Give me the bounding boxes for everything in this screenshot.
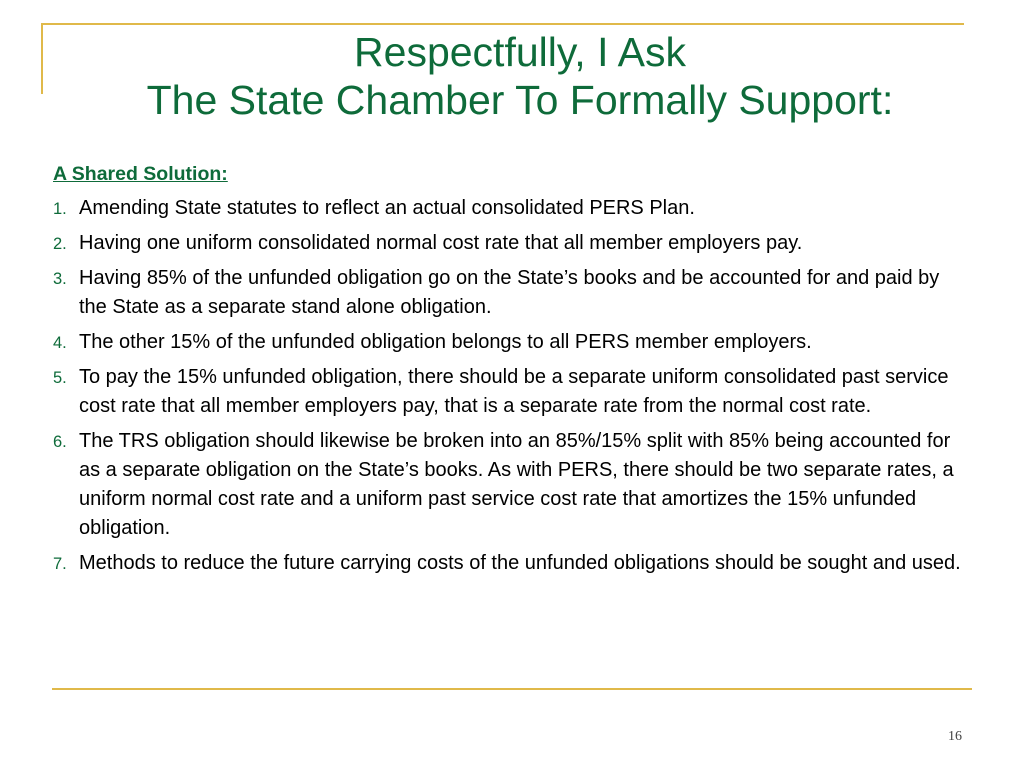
list-item-text: Having one uniform consolidated normal cost rate that all member employers pay. <box>79 232 803 254</box>
list-item-number: 1. <box>53 200 67 218</box>
list-item-number: 6. <box>53 433 67 451</box>
list-item <box>53 427 968 543</box>
list-item-text: To pay the 15% unfunded obligation, there should be a separate uniform consolidated past service cost rate that all member employers pay, that is a separate rate from the normal cost rate. <box>79 366 949 417</box>
list-item <box>53 549 968 578</box>
bottom-accent-line <box>52 688 972 690</box>
list-item <box>53 264 968 322</box>
list-item <box>53 328 968 357</box>
slide-body <box>53 160 968 584</box>
title-line-2: The State Chamber To Formally Support: <box>146 77 894 123</box>
numbered-list <box>53 194 968 578</box>
list-item-number: 5. <box>53 369 67 387</box>
list-item-text: The other 15% of the unfunded obligation belongs to all PERS member employers. <box>79 331 812 353</box>
left-accent-line <box>41 23 43 94</box>
top-accent-line <box>41 23 964 25</box>
list-item-number: 3. <box>53 270 67 288</box>
list-item-number: 2. <box>53 235 67 253</box>
list-item-number: 7. <box>53 555 67 573</box>
list-item <box>53 363 968 421</box>
list-item-number: 4. <box>53 334 67 352</box>
list-item-text: Having 85% of the unfunded obligation go on the State’s books and be accounted for and paid by the State as a separate stand alone obligation. <box>79 267 940 318</box>
list-item-text: The TRS obligation should likewise be broken into an 85%/15% split with 85% being accounted for as a separate obligation on the State’s books. As with PERS, there should be two separate rates, a uniform normal cost rate and a uniform past service cost rate that amortizes the 15% unfunded obligation. <box>79 430 954 539</box>
slide-title <box>60 28 980 124</box>
list-item-text: Amending State statutes to reflect an actual consolidated PERS Plan. <box>79 197 695 219</box>
list-item <box>53 229 968 258</box>
page-number: 16 <box>948 729 962 744</box>
list-item <box>53 194 968 223</box>
list-item-text: Methods to reduce the future carrying costs of the unfunded obligations should be sought and used. <box>79 552 961 574</box>
subheading: A Shared Solution: <box>53 163 228 185</box>
title-line-1: Respectfully, I Ask <box>354 29 686 75</box>
